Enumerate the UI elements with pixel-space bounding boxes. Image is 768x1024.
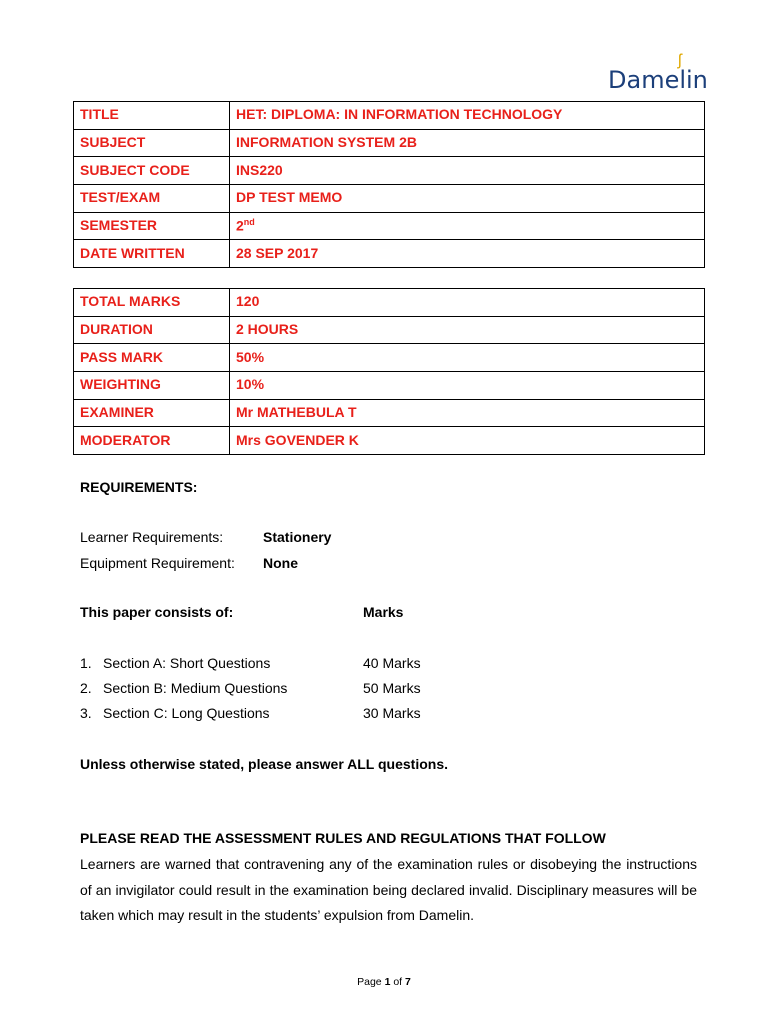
row-label: SUBJECT CODE <box>74 157 230 185</box>
equipment-requirement-label: Equipment Requirement: <box>80 555 235 571</box>
section-marks: 40 Marks <box>363 655 421 671</box>
row-label: WEIGHTING <box>74 372 230 400</box>
section-marks: 50 Marks <box>363 680 421 696</box>
table-row <box>74 185 705 213</box>
row-label: MODERATOR <box>74 427 230 455</box>
row-value: 28 SEP 2017 <box>230 240 705 268</box>
table-row <box>74 240 705 268</box>
section-number: 1. <box>80 655 92 671</box>
row-value: Mr MATHEBULA T <box>230 399 705 427</box>
row-label: DATE WRITTEN <box>74 240 230 268</box>
row-label: PASS MARK <box>74 344 230 372</box>
table-row <box>74 102 705 130</box>
row-value: 50% <box>230 344 705 372</box>
row-value: DP TEST MEMO <box>230 185 705 213</box>
table-row <box>74 427 705 455</box>
equipment-requirement-value: None <box>263 555 298 571</box>
table-row <box>74 399 705 427</box>
section-number: 2. <box>80 680 92 696</box>
semester-number: 2 <box>236 217 244 234</box>
row-value: 10% <box>230 372 705 400</box>
section-number: 3. <box>80 705 92 721</box>
row-label: DURATION <box>74 316 230 344</box>
damelin-logo <box>608 54 708 94</box>
requirements-heading: REQUIREMENTS: <box>80 479 198 495</box>
rules-heading: PLEASE READ THE ASSESSMENT RULES AND REGULATIONS THAT FOLLOW <box>80 830 606 846</box>
row-value: INS220 <box>230 157 705 185</box>
row-value: 120 <box>230 289 705 317</box>
paper-consists-heading: This paper consists of: <box>80 604 234 620</box>
table-row <box>74 212 705 240</box>
row-value: HET: DIPLOMA: IN INFORMATION TECHNOLOGY <box>230 102 705 130</box>
table-row <box>74 129 705 157</box>
row-value: 2 HOURS <box>230 316 705 344</box>
row-value <box>230 212 705 240</box>
learner-requirements-label: Learner Requirements: <box>80 529 224 545</box>
section-name: Section B: Medium Questions <box>103 680 288 696</box>
table-row <box>74 157 705 185</box>
row-label: TEST/EXAM <box>74 185 230 213</box>
table-row <box>74 316 705 344</box>
row-label: SUBJECT <box>74 129 230 157</box>
exam-details-table <box>73 101 705 268</box>
semester-suffix: nd <box>243 216 255 227</box>
row-label: TITLE <box>74 102 230 130</box>
row-label: EXAMINER <box>74 399 230 427</box>
row-value: Mrs GOVENDER K <box>230 427 705 455</box>
table-row <box>74 289 705 317</box>
marks-heading: Marks <box>363 604 404 620</box>
page-footer <box>0 976 768 988</box>
page-word: Page <box>357 976 382 988</box>
logo-text: Damelin <box>608 66 708 94</box>
row-label: SEMESTER <box>74 212 230 240</box>
section-name: Section A: Short Questions <box>103 655 271 671</box>
section-marks: 30 Marks <box>363 705 421 721</box>
table-row <box>74 372 705 400</box>
total-pages: 7 <box>405 976 411 988</box>
table-row <box>74 344 705 372</box>
marks-details-table <box>73 288 705 455</box>
rules-paragraph: Learners are warned that contravening any of the examination rules or disobeying the instructions of an invigilator could result in the examination being declared invalid. Disciplinary measures will be taken which may result in the students’ expulsion from Damelin. <box>80 856 697 923</box>
section-name: Section C: Long Questions <box>103 705 270 721</box>
of-word: of <box>393 976 403 988</box>
learner-requirements-value: Stationery <box>263 529 332 545</box>
logo-swirl-icon: ʃ <box>678 52 682 69</box>
answer-all-instruction: Unless otherwise stated, please answer ALL questions. <box>80 756 449 772</box>
row-value: INFORMATION SYSTEM 2B <box>230 129 705 157</box>
row-label: TOTAL MARKS <box>74 289 230 317</box>
current-page: 1 <box>384 976 391 988</box>
